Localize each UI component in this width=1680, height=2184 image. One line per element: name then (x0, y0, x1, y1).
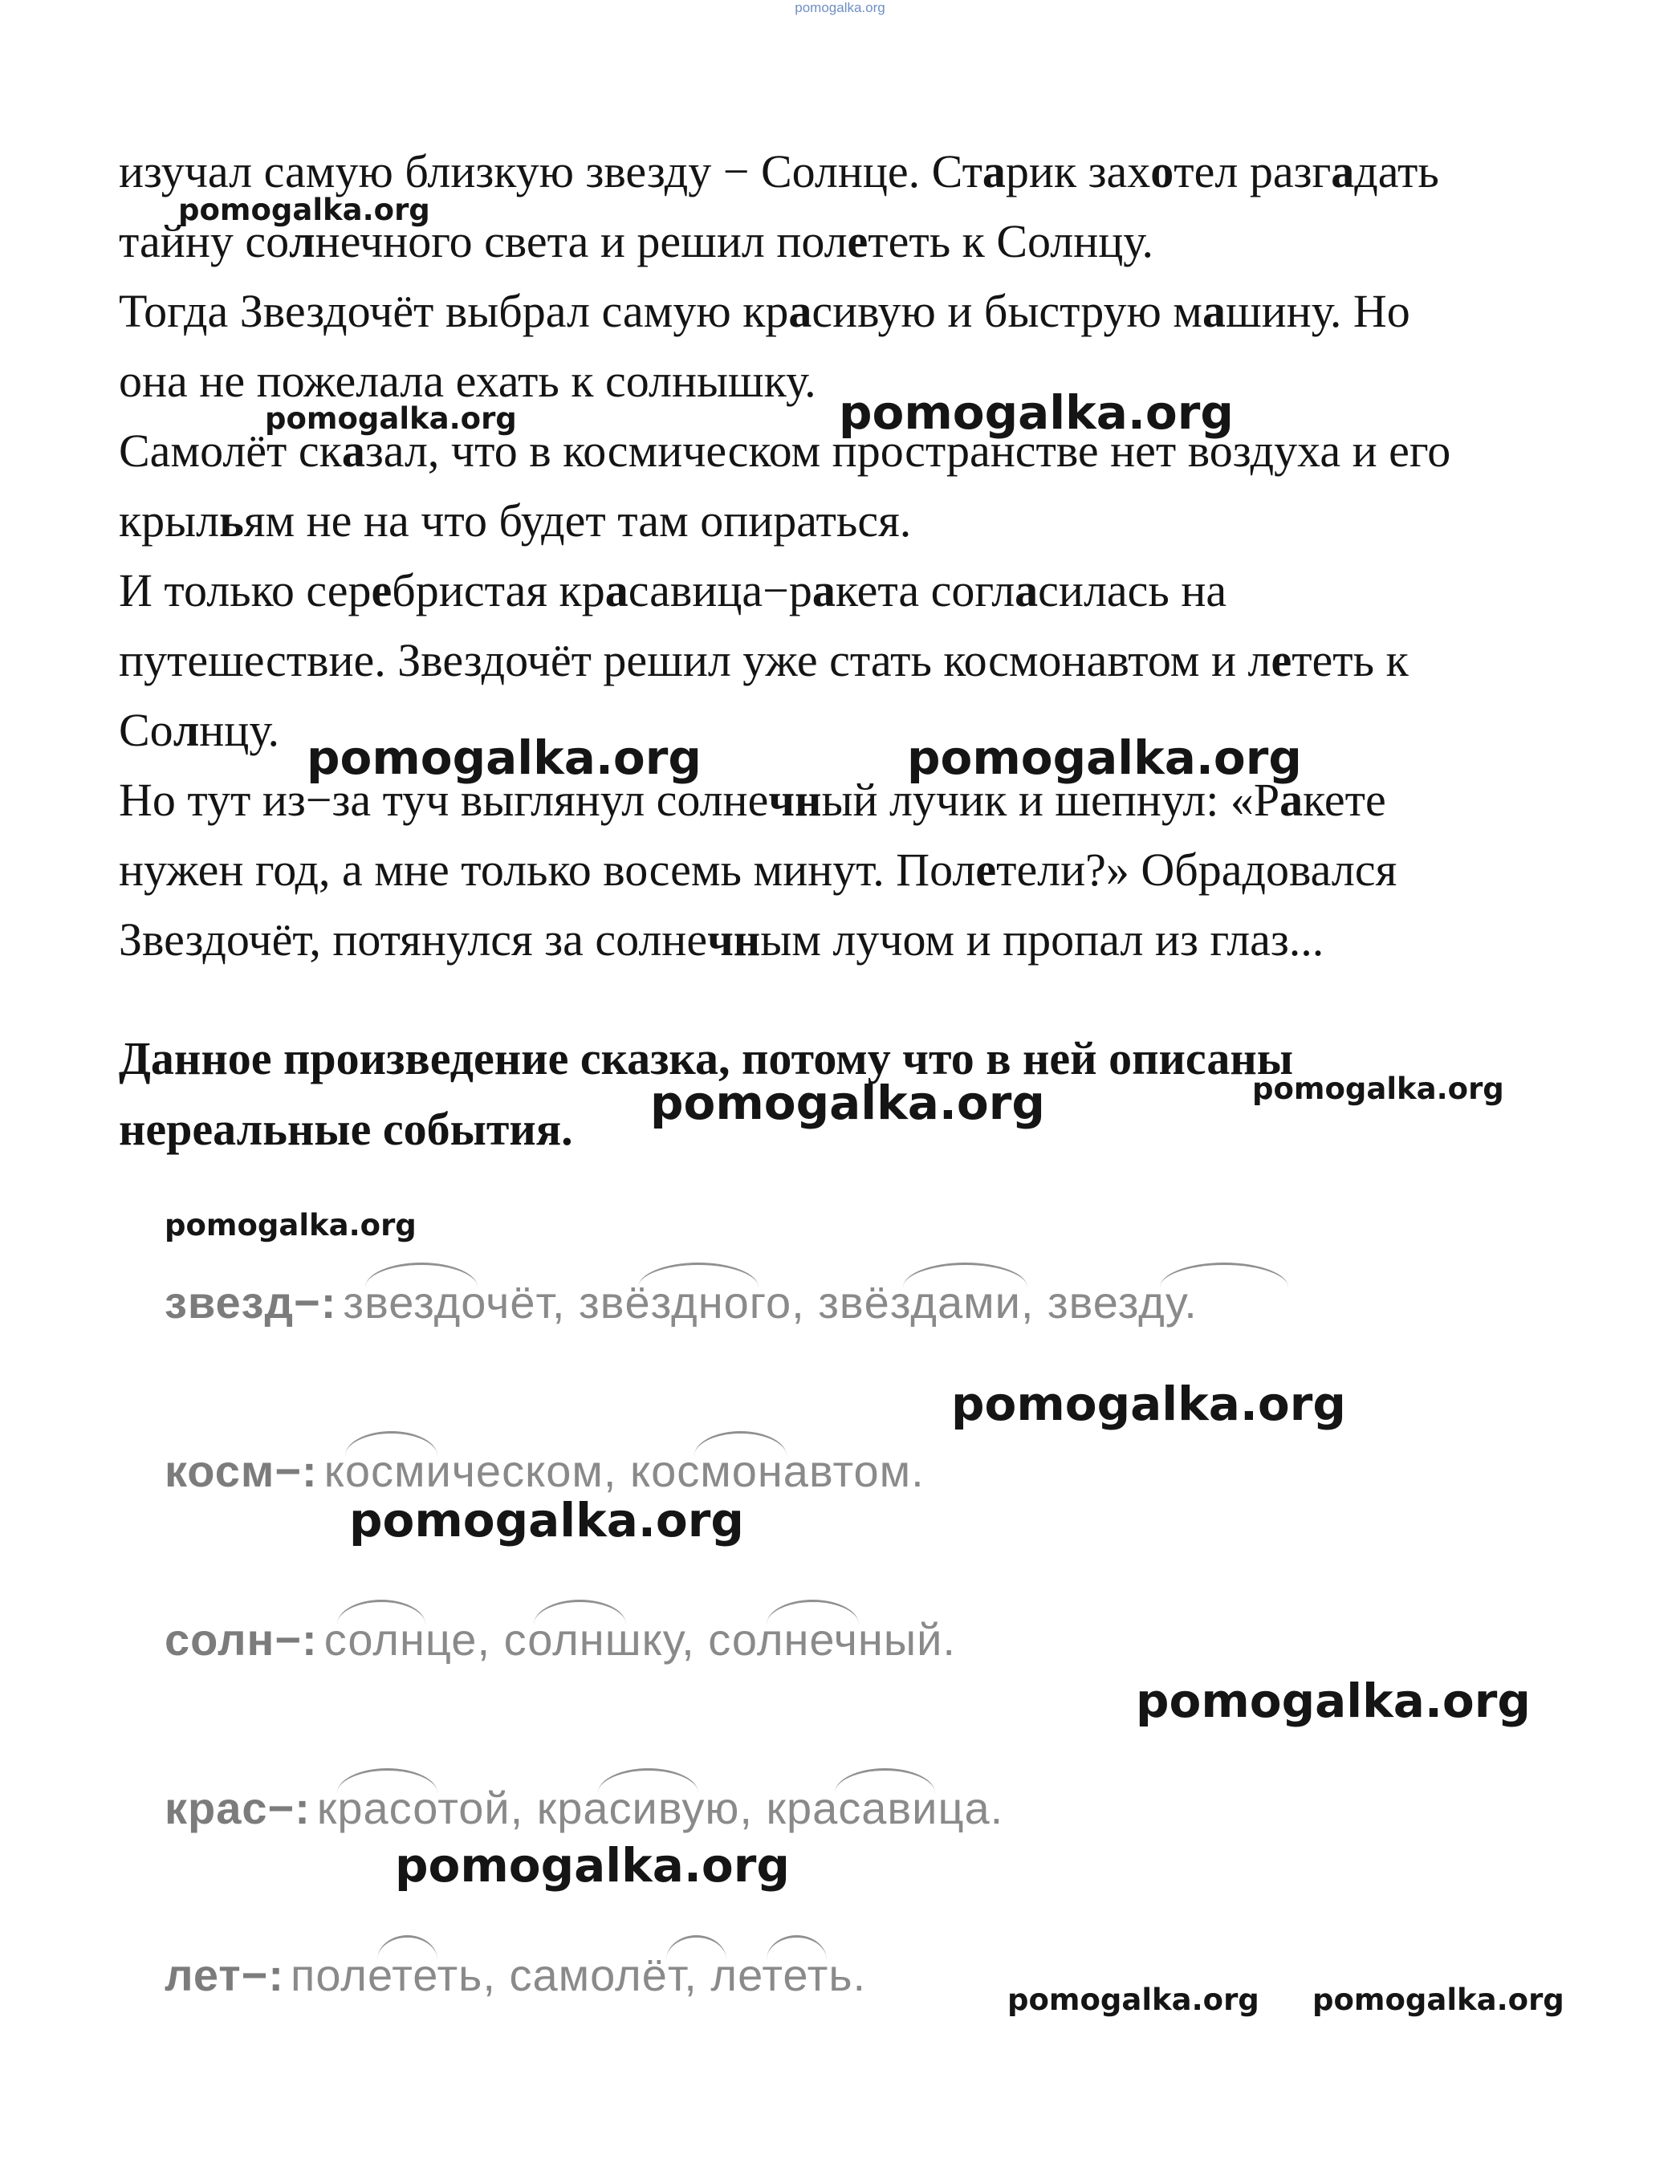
story-line: И только серебристая красавица−ракета согласилась на (119, 564, 1227, 616)
story-line: крыльям не на что будет там опираться. (119, 494, 912, 547)
root-arc (694, 1431, 787, 1456)
story-line: Но тут из−за туч выглянул солнечный лучик и шепнул: «Ракете (119, 774, 1386, 826)
watermark: pomogalka.org (395, 1838, 790, 1893)
watermark: pomogalka.org (1007, 1983, 1259, 2017)
root-arc (1160, 1263, 1288, 1287)
story-line: нужен год, а мне только восемь минут. Полетели?» Обрадовался (119, 844, 1397, 896)
root-words: полететь, самолёт, лететь. (291, 1950, 867, 2000)
watermark: pomogalka.org (1312, 1983, 1564, 2017)
root-label: лет−: (165, 1950, 285, 2000)
watermark: pomogalka.org (349, 1493, 744, 1548)
root-arc (365, 1263, 478, 1287)
root-words: звездочёт, звёздного, звёздами, звезду. (343, 1277, 1198, 1328)
root-arc (638, 1263, 759, 1287)
watermark: pomogalka.org (839, 385, 1234, 440)
root-words: космическом, космонавтом. (323, 1446, 925, 1496)
story-text (119, 136, 1564, 974)
header-url[interactable]: pomogalka.org (795, 0, 885, 15)
root-arc (377, 1935, 437, 1960)
story-line: Звездочёт, потянулся за солнечным лучом и пропал из глаз... (119, 913, 1324, 966)
story-line: изучал самую близкую звезду − Солнце. Старик захотел разгадать (119, 145, 1439, 197)
watermark: pomogalka.org (951, 1377, 1346, 1431)
root-row-let (165, 1949, 866, 2001)
watermark: pomogalka.org (1252, 1072, 1504, 1106)
watermark: pomogalka.org (178, 193, 430, 227)
story-line: путешествие. Звездочёт решил уже стать космонавтом и лететь к (119, 634, 1409, 686)
story-line: Солнцу. (119, 704, 280, 756)
story-line: тайну солнечного света и решил полететь к Солнцу. (119, 215, 1153, 267)
root-label: солн−: (165, 1614, 318, 1665)
watermark: pomogalka.org (165, 1208, 417, 1242)
root-arc (835, 1768, 935, 1793)
root-arc (337, 1600, 425, 1625)
root-label: крас−: (165, 1783, 311, 1833)
root-words: красотой, красивую, красавица. (316, 1783, 1004, 1833)
root-arc (666, 1935, 726, 1960)
root-label: косм−: (165, 1446, 318, 1496)
root-arc (534, 1600, 626, 1625)
watermark: pomogalka.org (650, 1076, 1045, 1130)
conclusion-line: нереальные события. (119, 1103, 573, 1155)
root-label: звезд−: (165, 1277, 337, 1328)
watermark: pomogalka.org (307, 730, 702, 785)
root-arc (903, 1263, 1027, 1287)
story-line: Самолёт сказал, что в космическом пространстве нет воздуха и его (119, 425, 1451, 477)
watermark: pomogalka.org (907, 730, 1302, 785)
watermark: pomogalka.org (1136, 1674, 1531, 1728)
root-arc (767, 1935, 827, 1960)
conclusion-line: Данное произведение сказка, потому что в ней описаны (119, 1032, 1294, 1084)
root-words: солнце, солншку, солнечный. (323, 1614, 956, 1665)
root-arc (345, 1431, 437, 1456)
root-row-kosm (165, 1445, 925, 1497)
root-arc (598, 1768, 698, 1793)
root-arc (337, 1768, 437, 1793)
watermark: pomogalka.org (265, 401, 517, 436)
root-arc (767, 1600, 859, 1625)
story-line: Тогда Звездочёт выбрал самую красивую и быструю машину. Но (119, 285, 1410, 337)
story-line: она не пожелала ехать к солнышку. (119, 355, 816, 407)
